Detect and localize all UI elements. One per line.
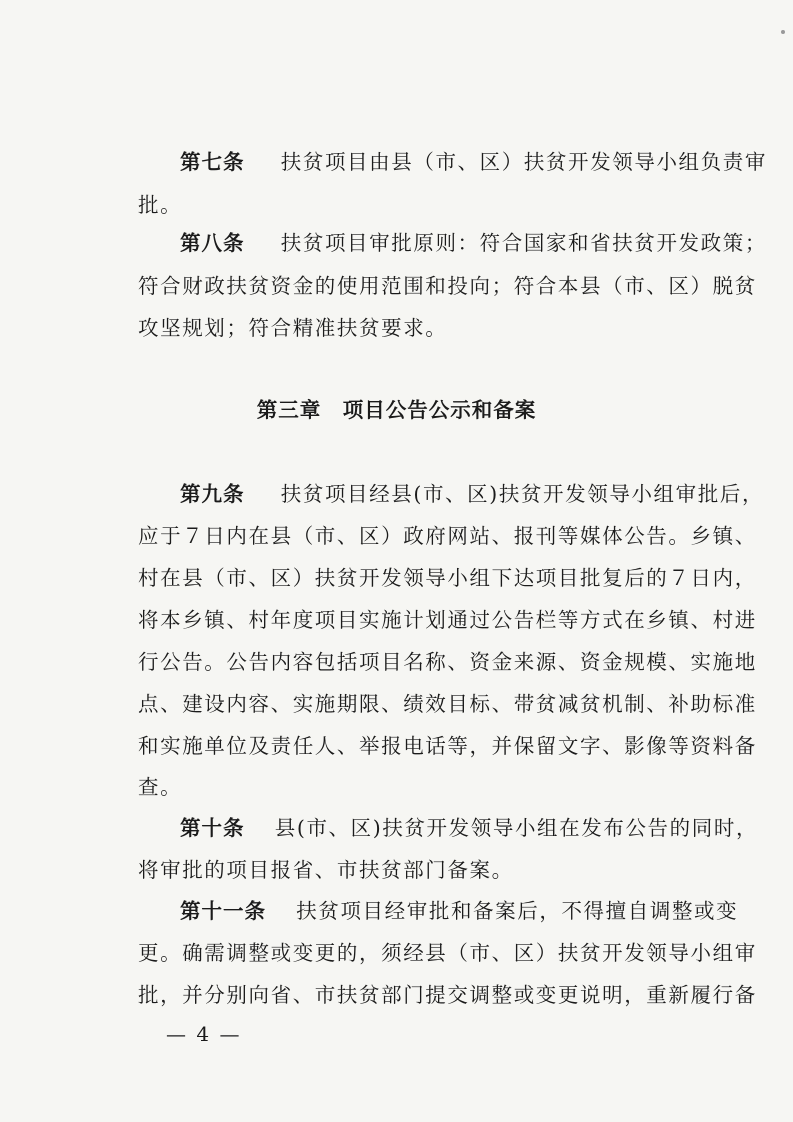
article-10-line-1 <box>180 813 758 843</box>
article-11-text-1: 扶贫项目经审批和备案后，不得擅自调整或变 <box>296 899 739 923</box>
article-9-line-8: 查。 <box>138 775 183 799</box>
article-11-line-3: 批，并分别向省、市扶贫部门提交调整或变更说明，重新履行备 <box>138 983 757 1007</box>
article-11-number: 第十一条 <box>180 899 266 923</box>
article-8-line-3: 攻坚规划；符合精准扶贫要求。 <box>138 316 448 340</box>
article-10-text-1: 县(市、区)扶贫开发领导小组在发布公告的同时， <box>274 816 759 840</box>
article-9-line-7: 和实施单位及责任人、举报电话等，并保留文字、影像等资料备 <box>138 734 757 758</box>
scan-mark <box>781 30 785 34</box>
article-9-line-2: 应于７日内在县（市、区）政府网站、报刊等媒体公告。乡镇、 <box>138 524 757 548</box>
article-7-line-2: 批。 <box>138 193 183 217</box>
article-9-line-5: 行公告。公告内容包括项目名称、资金来源、资金规模、实施地 <box>138 650 757 674</box>
article-9-line-1 <box>180 479 764 509</box>
page-number: — 4 — <box>166 1022 242 1046</box>
article-9-text-1: 扶贫项目经县(市、区)扶贫开发领导小组审批后， <box>280 482 765 506</box>
article-9-line-6: 点、建设内容、实施期限、绩效目标、带贫减贫机制、补助标准 <box>138 692 757 716</box>
article-9-line-3: 村在县（市、区）扶贫开发领导小组下达项目批复后的７日内， <box>138 566 757 590</box>
article-8-line-2: 符合财政扶贫资金的使用范围和投向；符合本县（市、区）脱贫 <box>138 274 757 298</box>
article-11-line-2: 更。确需调整或变更的，须经县（市、区）扶贫开发领导小组审 <box>138 941 757 965</box>
article-10-number: 第十条 <box>180 816 245 840</box>
article-8-line-1 <box>180 228 767 258</box>
chapter-3-heading: 第三章 项目公告公示和备案 <box>256 398 537 422</box>
article-11-line-1 <box>180 896 738 926</box>
article-8-number: 第八条 <box>180 231 245 255</box>
article-7-text-1: 扶贫项目由县（市、区）扶贫开发领导小组负责审 <box>280 150 767 174</box>
article-9-number: 第九条 <box>180 482 245 506</box>
article-7-line-1 <box>180 147 767 177</box>
article-8-text-1: 扶贫项目审批原则：符合国家和省扶贫开发政策； <box>280 231 767 255</box>
article-7-number: 第七条 <box>180 150 245 174</box>
article-9-line-4: 将本乡镇、村年度项目实施计划通过公告栏等方式在乡镇、村进 <box>138 608 757 632</box>
article-10-line-2: 将审批的项目报省、市扶贫部门备案。 <box>138 858 514 882</box>
